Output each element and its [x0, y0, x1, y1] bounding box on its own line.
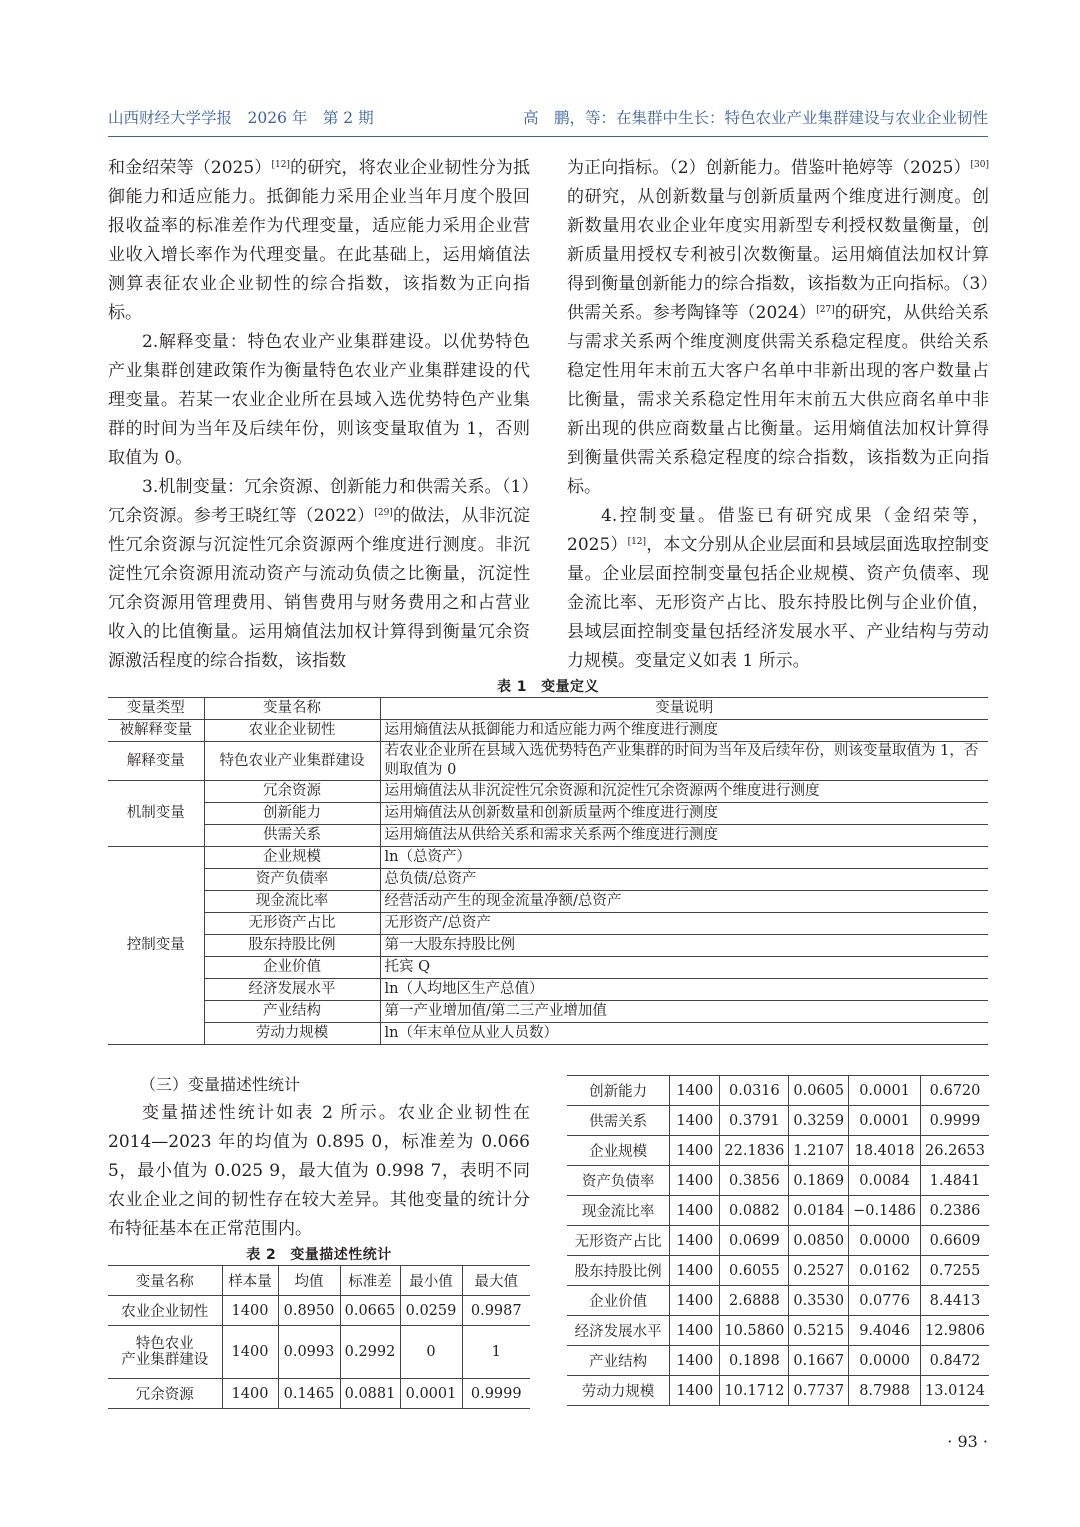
table-header-row: [108, 1266, 530, 1296]
variable-name: 经济发展水平: [204, 979, 380, 1001]
variable-name: 创新能力: [204, 803, 380, 825]
table-row: [108, 957, 988, 979]
table-row: 无形资产占比 1400 0.0699 0.0850 0.0000 0.6609: [567, 1226, 989, 1256]
table-row: [108, 979, 988, 1001]
paragraph-control-variables: 4.控制变量。借鉴已有研究成果（金绍荣等，2025）[12]，本文分别从企业层面和县域层面选取控制变量。企业层面控制变量包括企业规模、资产负债率、现金流比率、无形资产占比、股东持股比例与企业价值，县域层面控制变量包括经济发展水平、产业结构与劳动力规模。变量定义如表 1 所示。: [567, 506, 990, 671]
variable-name: 产业结构: [204, 1001, 380, 1023]
table-row: 供需关系 1400 0.3791 0.3259 0.0001 0.9999: [567, 1106, 989, 1136]
table-header-row: [108, 698, 988, 720]
column-header: 变量名称: [108, 1266, 222, 1296]
table-row: 企业价值 1400 2.6888 0.3530 0.0776 8.4413: [567, 1286, 989, 1316]
paragraph-descriptive-stats: 变量描述性统计如表 2 所示。农业企业韧性在 2014—2023 年的均值为 0.895 0，标准差为 0.066 5，最小值为 0.025 9，最大值为 0.998 7，表明不同农业企业之间的韧性存在较大差异。其他变量的统计分布特征基本在正常范围内。: [108, 1103, 530, 1239]
citation: [29]: [374, 508, 393, 518]
variable-name: 企业价值: [204, 957, 380, 979]
variable-description: 总负债/总资产: [380, 869, 988, 891]
column-header: 变量说明: [380, 698, 988, 720]
table-row: 农业企业韧性 1400 0.8950 0.0665 0.0259 0.9987: [108, 1296, 530, 1326]
column-header: 变量名称: [204, 698, 380, 720]
column-header: 样本量: [222, 1266, 278, 1296]
table-row: [108, 1023, 988, 1045]
table-row: 经济发展水平 1400 10.5860 0.5215 9.4046 12.9806: [567, 1316, 989, 1346]
citation: [12]: [627, 537, 647, 547]
variable-name: 供需关系: [204, 825, 380, 847]
column-header: 标准差: [340, 1266, 400, 1296]
variable-description: 经营活动产生的现金流量净额/总资产: [380, 891, 988, 913]
table-row: [108, 742, 988, 781]
journal-title: 山西财经大学学报 2026 年 第 2 期: [108, 109, 374, 127]
table-variable-definitions: [108, 697, 988, 1045]
variable-name: 资产负债率: [204, 869, 380, 891]
table-row: 现金流比率 1400 0.0882 0.0184 −0.1486 0.2386: [567, 1196, 989, 1226]
variable-description: ln（年末单位从业人员数）: [380, 1023, 988, 1045]
variable-description: 无形资产/总资产: [380, 913, 988, 935]
header-rule: [108, 136, 988, 137]
paragraph-innovation-supply: 为正向指标。（2）创新能力。借鉴叶艳婷等（2025）[30]的研究，从创新数量与创新质量两个维度进行测度。创新数量用农业企业年度实用新型专利授权数量衡量，创新质量用授权专利被引次数衡量。运用熵值法加权计算得到衡量创新能力的综合指数，该指数为正向指标。（3）供需关系。参考陶锋等（2024）[27]的研究，从供给关系与需求关系两个维度测度供需关系稳定程度。供给关系稳定性用年末前五大客户名单中非新出现的客户数量占比衡量，需求关系稳定性用年末前五大供应商名单中非新出现的供应商数量占比衡量。运用熵值法加权计算得到衡量供需关系稳定程度的综合指数，该指数为正向指标。: [567, 158, 990, 497]
table-row: [108, 825, 988, 847]
table-row: [108, 847, 988, 869]
table-row: 特色农业 产业集群建设 1400 0.0993 0.2992 0 1: [108, 1326, 530, 1379]
variable-name: 劳动力规模: [204, 1023, 380, 1045]
variable-description: 托宾 Q: [380, 957, 988, 979]
variable-description: ln（人均地区生产总值）: [380, 979, 988, 1001]
table-row: 产业结构 1400 0.1898 0.1667 0.0000 0.8472: [567, 1346, 989, 1376]
right-text-column: [567, 154, 989, 676]
variable-description: 第一产业增加值/第二三产业增加值: [380, 1001, 988, 1023]
table-row: [108, 869, 988, 891]
variable-name: 股东持股比例: [204, 935, 380, 957]
table2-caption: 表 2 变量描述性统计: [246, 1247, 392, 1263]
table1-caption: 表 1 变量定义: [496, 679, 600, 695]
section-descriptive-stats: [108, 1070, 530, 1244]
paragraph-resilience-end: 和金绍荣等（2025）[12]的研究，将农业企业韧性分为抵御能力和适应能力。抵御能力采用企业当年月度个股回报收益率的标准差作为代理变量，适应能力采用企业营业收入增长率作为代理变量。在此基础上，运用熵值法测算表征农业企业韧性的综合指数，该指数为正向指标。: [108, 158, 531, 323]
table-row: [108, 913, 988, 935]
group-cell: 机制变量: [108, 781, 204, 847]
column-header: 均值: [278, 1266, 340, 1296]
variable-description: 运用熵值法从创新数量和创新质量两个维度进行测度: [380, 803, 988, 825]
group-cell: 控制变量: [108, 847, 204, 1045]
table-row: [108, 1001, 988, 1023]
variable-description: ln（总资产）: [380, 847, 988, 869]
page-number: · 93 ·: [947, 1432, 988, 1451]
variable-name: 特色农业产业集群建设: [204, 742, 380, 781]
variable-name: 农业企业韧性: [204, 720, 380, 742]
table-row: [108, 720, 988, 742]
variable-description: 运用熵值法从供给关系和需求关系两个维度进行测度: [380, 825, 988, 847]
column-header: 最小值: [400, 1266, 462, 1296]
variable-description: 运用熵值法从非沉淀性冗余资源和沉淀性冗余资源两个维度进行测度: [380, 781, 988, 803]
column-header: 变量类型: [108, 698, 204, 720]
variable-name: 冗余资源: [204, 781, 380, 803]
table-row: [108, 781, 988, 803]
citation: [12]: [271, 160, 290, 170]
group-cell: 被解释变量: [108, 720, 204, 742]
section-heading: （三）变量描述性统计: [140, 1075, 301, 1094]
paragraph-explanatory-variable: 2.解释变量：特色农业产业集群建设。以优势特色产业集群创建政策作为衡量特色农业产业集群建设的代理变量。若某一农业企业所在县域入选优势特色产业集群的时间为当年及后续年份，则该变量取值为 1，否则取值为 0。: [108, 332, 530, 468]
table-descriptive-stats-part1: [108, 1265, 530, 1409]
table-row: [108, 935, 988, 957]
table-row: 股东持股比例 1400 0.6055 0.2527 0.0162 0.7255: [567, 1256, 989, 1286]
table-row: 资产负债率 1400 0.3856 0.1869 0.0084 1.4841: [567, 1166, 989, 1196]
table-descriptive-stats-part2: [567, 1075, 989, 1406]
table-row: 企业规模 1400 22.1836 1.2107 18.4018 26.2653: [567, 1136, 989, 1166]
table-row: [108, 803, 988, 825]
left-text-column: [108, 154, 530, 676]
citation: [30]: [970, 160, 989, 170]
variable-description: 运用熵值法从抵御能力和适应能力两个维度进行测度: [380, 720, 988, 742]
citation: [27]: [816, 305, 835, 315]
article-title: 高 鹏，等：在集群中生长：特色农业产业集群建设与农业企业韧性: [522, 109, 988, 127]
column-header: 最大值: [462, 1266, 530, 1296]
variable-name: 现金流比率: [204, 891, 380, 913]
table-row: 创新能力 1400 0.0316 0.0605 0.0001 0.6720: [567, 1076, 989, 1106]
variable-name: 企业规模: [204, 847, 380, 869]
table-row: 劳动力规模 1400 10.1712 0.7737 8.7988 13.0124: [567, 1376, 989, 1406]
group-cell: 解释变量: [108, 742, 204, 781]
running-header: [108, 104, 988, 134]
variable-name: 无形资产占比: [204, 913, 380, 935]
table-row: [108, 891, 988, 913]
variable-description: 第一大股东持股比例: [380, 935, 988, 957]
variable-description: 若农业企业所在县域入选优势特色产业集群的时间为当年及后续年份，则该变量取值为 1，否则取值为 0: [380, 742, 988, 781]
paragraph-mechanism-variables: 3.机制变量：冗余资源、创新能力和供需关系。（1）冗余资源。参考王晓红等（2022）[29]的做法，从非沉淀性冗余资源与沉淀性冗余资源两个维度进行测度。非沉淀性冗余资源用流动资产与流动负债之比衡量，沉淀性冗余资源用管理费用、销售费用与财务费用之和占营业收入的比值衡量。运用熵值法加权计算得到衡量冗余资源激活程度的综合指数，该指数: [108, 477, 531, 671]
table-row: 冗余资源 1400 0.1465 0.0881 0.0001 0.9999: [108, 1379, 530, 1409]
